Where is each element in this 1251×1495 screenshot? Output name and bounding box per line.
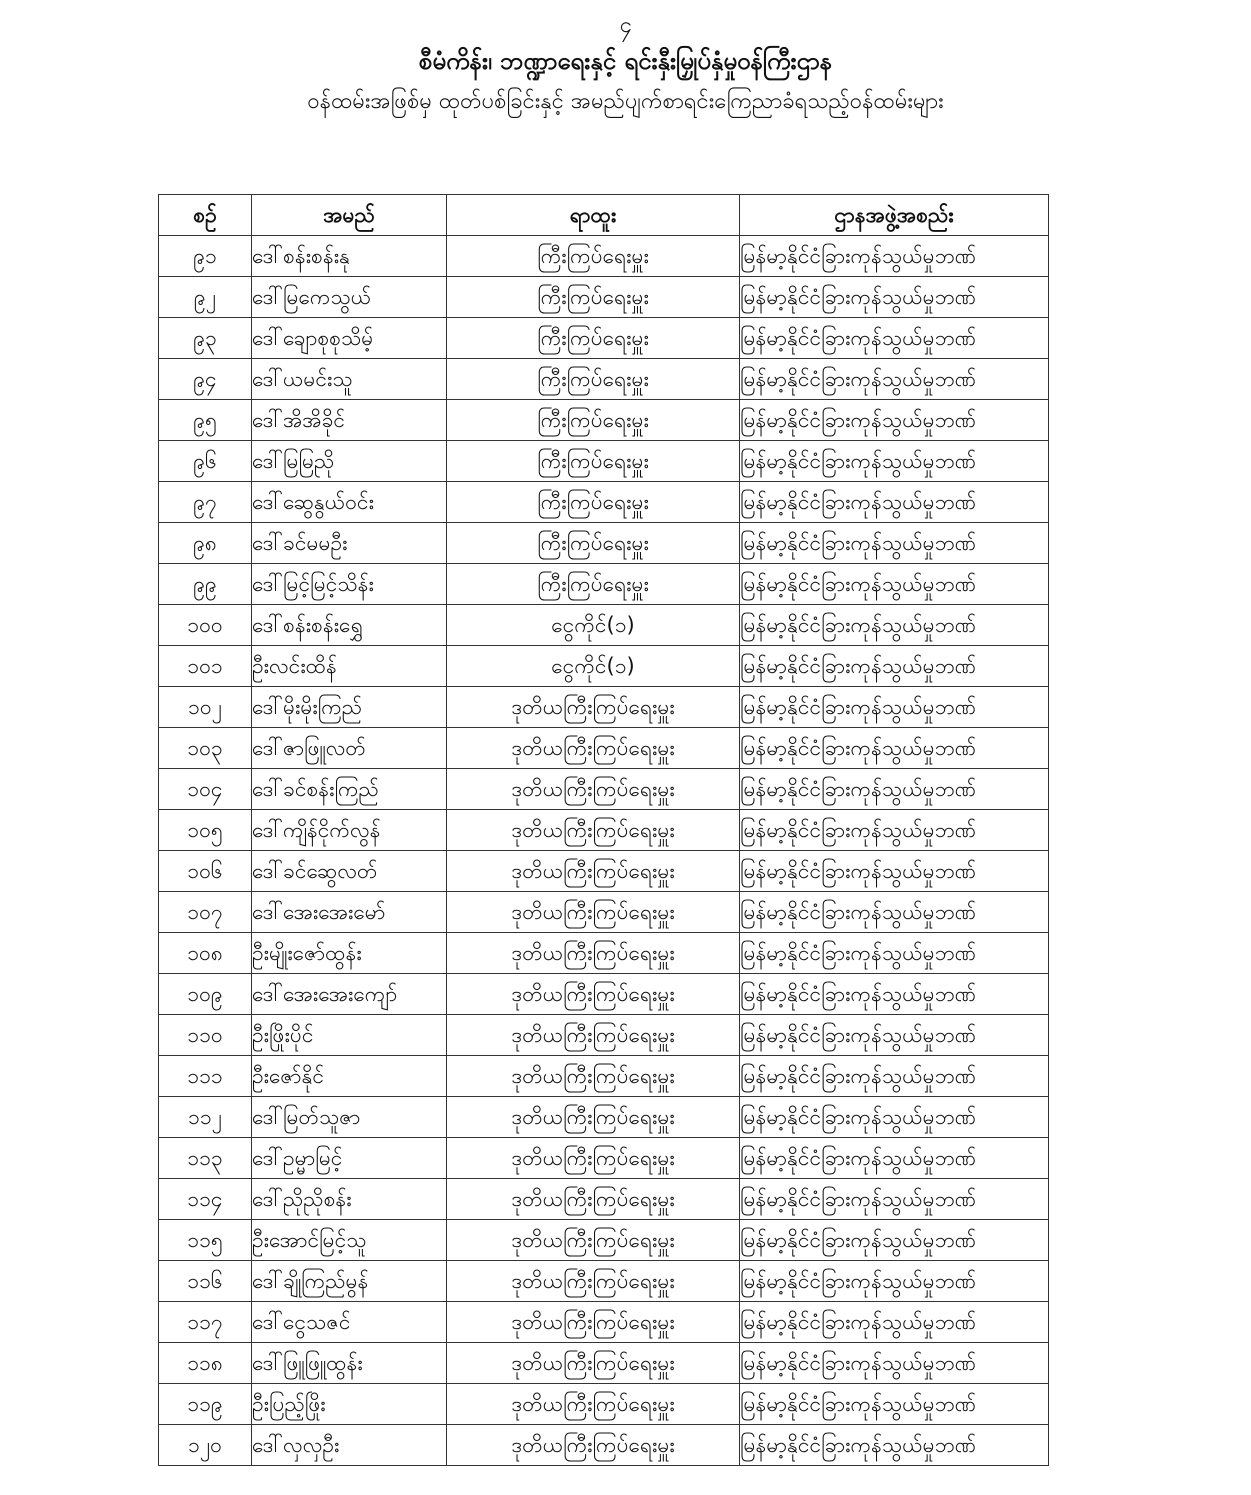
cell-serial-no: ၁၀၅ [159, 810, 252, 851]
cell-department: မြန်မာ့နိုင်ငံခြားကုန်သွယ်မှုဘဏ် [740, 974, 1049, 1015]
cell-department: မြန်မာ့နိုင်ငံခြားကုန်သွယ်မှုဘဏ် [740, 236, 1049, 277]
cell-rank: ဒုတိယကြီးကြပ်ရေးမှူး [447, 1261, 740, 1302]
cell-name: ဒေါ်ငွေသဇင် [252, 1302, 447, 1343]
cell-rank: ဒုတိယကြီးကြပ်ရေးမှူး [447, 851, 740, 892]
cell-name: ဒေါ်မြတ်သူဇာ [252, 1097, 447, 1138]
cell-rank: ဒုတိယကြီးကြပ်ရေးမှူး [447, 1056, 740, 1097]
table-row [159, 523, 1049, 564]
table-row [159, 605, 1049, 646]
cell-department: မြန်မာ့နိုင်ငံခြားကုန်သွယ်မှုဘဏ် [740, 1220, 1049, 1261]
table-row [159, 1343, 1049, 1384]
cell-rank: ဒုတိယကြီးကြပ်ရေးမှူး [447, 1343, 740, 1384]
cell-serial-no: ၉၅ [159, 400, 252, 441]
table-row [159, 1425, 1049, 1466]
cell-department: မြန်မာ့နိုင်ငံခြားကုန်သွယ်မှုဘဏ် [740, 359, 1049, 400]
cell-rank: ဒုတိယကြီးကြပ်ရေးမှူး [447, 1138, 740, 1179]
cell-rank: ကြီးကြပ်ရေးမှူး [447, 400, 740, 441]
cell-rank: ကြီးကြပ်ရေးမှူး [447, 482, 740, 523]
cell-rank: ဒုတိယကြီးကြပ်ရေးမှူး [447, 810, 740, 851]
document-subtitle: ဝန်ထမ်းအဖြစ်မှ ထုတ်ပစ်ခြင်းနှင့် အမည်ပျက်စာရင်းကြေညာခံရသည့်ဝန်ထမ်းများ [307, 89, 944, 114]
cell-name: ဒေါ်လှလှဦး [252, 1425, 447, 1466]
page-number: ၄ [619, 13, 632, 38]
cell-rank: ကြီးကြပ်ရေးမှူး [447, 277, 740, 318]
cell-rank: ဒုတိယကြီးကြပ်ရေးမှူး [447, 892, 740, 933]
cell-serial-no: ၉၉ [159, 564, 252, 605]
table-row [159, 318, 1049, 359]
cell-serial-no: ၁၁၈ [159, 1343, 252, 1384]
cell-name: ဒေါ်အိအိခိုင် [252, 400, 447, 441]
cell-department: မြန်မာ့နိုင်ငံခြားကုန်သွယ်မှုဘဏ် [740, 605, 1049, 646]
cell-serial-no: ၁၀၀ [159, 605, 252, 646]
cell-rank: ကြီးကြပ်ရေးမှူး [447, 318, 740, 359]
table-header [159, 195, 1049, 236]
cell-serial-no: ၁၁၆ [159, 1261, 252, 1302]
cell-department: မြန်မာ့နိုင်ငံခြားကုန်သွယ်မှုဘဏ် [740, 646, 1049, 687]
cell-department: မြန်မာ့နိုင်ငံခြားကုန်သွယ်မှုဘဏ် [740, 687, 1049, 728]
cell-department: မြန်မာ့နိုင်ငံခြားကုန်သွယ်မှုဘဏ် [740, 1425, 1049, 1466]
cell-department: မြန်မာ့နိုင်ငံခြားကုန်သွယ်မှုဘဏ် [740, 400, 1049, 441]
table-row [159, 1179, 1049, 1220]
cell-department: မြန်မာ့နိုင်ငံခြားကုန်သွယ်မှုဘဏ် [740, 1179, 1049, 1220]
table-row [159, 810, 1049, 851]
table-row [159, 1138, 1049, 1179]
table-row [159, 482, 1049, 523]
table-row [159, 1056, 1049, 1097]
cell-name: ဒေါ်ခင်စန်းကြည် [252, 769, 447, 810]
cell-serial-no: ၁၀၁ [159, 646, 252, 687]
cell-rank: ဒုတိယကြီးကြပ်ရေးမှူး [447, 1015, 740, 1056]
cell-name: ဒေါ်ဇာဖြူလတ် [252, 728, 447, 769]
cell-serial-no: ၁၀၈ [159, 933, 252, 974]
cell-department: မြန်မာ့နိုင်ငံခြားကုန်သွယ်မှုဘဏ် [740, 769, 1049, 810]
cell-name: ဒေါ်ကျိန်ငိုက်လွန် [252, 810, 447, 851]
cell-department: မြန်မာ့နိုင်ငံခြားကုန်သွယ်မှုဘဏ် [740, 1384, 1049, 1425]
table-row [159, 851, 1049, 892]
cell-department: မြန်မာ့နိုင်ငံခြားကုန်သွယ်မှုဘဏ် [740, 810, 1049, 851]
cell-serial-no: ၉၃ [159, 318, 252, 359]
cell-rank: ဒုတိယကြီးကြပ်ရေးမှူး [447, 974, 740, 1015]
cell-serial-no: ၉၄ [159, 359, 252, 400]
table-row [159, 1384, 1049, 1425]
table-row [159, 1261, 1049, 1302]
cell-rank: ဒုတိယကြီးကြပ်ရေးမှူး [447, 1179, 740, 1220]
table-row [159, 1015, 1049, 1056]
cell-serial-no: ၁၀၂ [159, 687, 252, 728]
cell-department: မြန်မာ့နိုင်ငံခြားကုန်သွယ်မှုဘဏ် [740, 1097, 1049, 1138]
table-row [159, 1220, 1049, 1261]
cell-department: မြန်မာ့နိုင်ငံခြားကုန်သွယ်မှုဘဏ် [740, 933, 1049, 974]
header-row [159, 195, 1049, 236]
cell-name: ဒေါ်ချိုကြည်မွန် [252, 1261, 447, 1302]
table-row [159, 974, 1049, 1015]
table-row [159, 564, 1049, 605]
cell-serial-no: ၁၁၉ [159, 1384, 252, 1425]
cell-serial-no: ၁၀၄ [159, 769, 252, 810]
cell-name: ဒေါ်စန်းစန်းရွှေ [252, 605, 447, 646]
header-no: စဉ် [159, 195, 252, 236]
table-row [159, 646, 1049, 687]
cell-rank: ငွေကိုင်(၁) [447, 646, 740, 687]
table-row [159, 400, 1049, 441]
cell-rank: ဒုတိယကြီးကြပ်ရေးမှူး [447, 1425, 740, 1466]
cell-rank: ကြီးကြပ်ရေးမှူး [447, 441, 740, 482]
cell-department: မြန်မာ့နိုင်ငံခြားကုန်သွယ်မှုဘဏ် [740, 851, 1049, 892]
cell-rank: ဒုတိယကြီးကြပ်ရေးမှူး [447, 728, 740, 769]
cell-serial-no: ၉၁ [159, 236, 252, 277]
cell-department: မြန်မာ့နိုင်ငံခြားကုန်သွယ်မှုဘဏ် [740, 1302, 1049, 1343]
cell-name: ဒေါ်မြမြညို [252, 441, 447, 482]
cell-name: ဒေါ်ဆွေနွယ်ဝင်း [252, 482, 447, 523]
cell-rank: ဒုတိယကြီးကြပ်ရေးမှူး [447, 1220, 740, 1261]
cell-department: မြန်မာ့နိုင်ငံခြားကုန်သွယ်မှုဘဏ် [740, 277, 1049, 318]
cell-serial-no: ၁၁၃ [159, 1138, 252, 1179]
cell-serial-no: ၁၀၉ [159, 974, 252, 1015]
cell-rank: ကြီးကြပ်ရေးမှူး [447, 236, 740, 277]
cell-rank: ကြီးကြပ်ရေးမှူး [447, 359, 740, 400]
cell-name: ဒေါ်ချောစုစုသိမ့် [252, 318, 447, 359]
cell-department: မြန်မာ့နိုင်ငံခြားကုန်သွယ်မှုဘဏ် [740, 1343, 1049, 1384]
cell-serial-no: ၁၁၀ [159, 1015, 252, 1056]
cell-serial-no: ၁၁၁ [159, 1056, 252, 1097]
cell-department: မြန်မာ့နိုင်ငံခြားကုန်သွယ်မှုဘဏ် [740, 1056, 1049, 1097]
table-row [159, 236, 1049, 277]
cell-name: ဦးအောင်မြင့်သူ [252, 1220, 447, 1261]
cell-name: ဦးပြည့်ဖြိုး [252, 1384, 447, 1425]
cell-department: မြန်မာ့နိုင်ငံခြားကုန်သွယ်မှုဘဏ် [740, 1015, 1049, 1056]
cell-name: ဦးလင်းထိန် [252, 646, 447, 687]
cell-serial-no: ၁၂၀ [159, 1425, 252, 1466]
document-title: စီမံကိန်း၊ ဘဏ္ဍာရေးနှင့် ရင်းနှီးမြှုပ်နှံမှုဝန်ကြီးဌာန [418, 47, 833, 75]
cell-name: ဒေါ်ဥမ္မာမြင့် [252, 1138, 447, 1179]
cell-rank: ဒုတိယကြီးကြပ်ရေးမှူး [447, 1097, 740, 1138]
cell-serial-no: ၁၀၃ [159, 728, 252, 769]
header-rank: ရာထူး [447, 195, 740, 236]
header-department: ဌာနအဖွဲ့အစည်း [740, 195, 1049, 236]
table-body [159, 236, 1049, 1466]
table-row [159, 892, 1049, 933]
cell-serial-no: ၁၀၇ [159, 892, 252, 933]
cell-rank: ကြီးကြပ်ရေးမှူး [447, 564, 740, 605]
table-row [159, 1097, 1049, 1138]
header-name: အမည် [252, 195, 447, 236]
cell-name: ဒေါ်ညိုညိုစန်း [252, 1179, 447, 1220]
cell-serial-no: ၁၀၆ [159, 851, 252, 892]
cell-rank: ငွေကိုင်(၁) [447, 605, 740, 646]
staff-table [158, 194, 1049, 1466]
cell-name: ဒေါ်မြကေသွယ် [252, 277, 447, 318]
cell-serial-no: ၉၆ [159, 441, 252, 482]
cell-name: ဒေါ်ခင်ဆွေလတ် [252, 851, 447, 892]
cell-name: ဒေါ်ယမင်းသူ [252, 359, 447, 400]
cell-rank: ဒုတိယကြီးကြပ်ရေးမှူး [447, 769, 740, 810]
cell-department: မြန်မာ့နိုင်ငံခြားကုန်သွယ်မှုဘဏ် [740, 728, 1049, 769]
cell-department: မြန်မာ့နိုင်ငံခြားကုန်သွယ်မှုဘဏ် [740, 523, 1049, 564]
table-row [159, 441, 1049, 482]
cell-serial-no: ၉၇ [159, 482, 252, 523]
cell-rank: ဒုတိယကြီးကြပ်ရေးမှူး [447, 687, 740, 728]
cell-name: ဒေါ်စန်းစန်းနု [252, 236, 447, 277]
table-row [159, 687, 1049, 728]
table-row [159, 933, 1049, 974]
cell-department: မြန်မာ့နိုင်ငံခြားကုန်သွယ်မှုဘဏ် [740, 441, 1049, 482]
cell-department: မြန်မာ့နိုင်ငံခြားကုန်သွယ်မှုဘဏ် [740, 1138, 1049, 1179]
table-row [159, 359, 1049, 400]
cell-name: ဦးမျိုးဇော်ထွန်း [252, 933, 447, 974]
cell-serial-no: ၉၈ [159, 523, 252, 564]
cell-name: ဒေါ်အေးအေးကျော် [252, 974, 447, 1015]
cell-name: ဒေါ်ခင်မမဦး [252, 523, 447, 564]
cell-rank: ဒုတိယကြီးကြပ်ရေးမှူး [447, 933, 740, 974]
table-row [159, 769, 1049, 810]
cell-department: မြန်မာ့နိုင်ငံခြားကုန်သွယ်မှုဘဏ် [740, 892, 1049, 933]
cell-rank: ဒုတိယကြီးကြပ်ရေးမှူး [447, 1384, 740, 1425]
table-row [159, 277, 1049, 318]
cell-name: ဒေါ်မြင့်မြင့်သိန်း [252, 564, 447, 605]
cell-department: မြန်မာ့နိုင်ငံခြားကုန်သွယ်မှုဘဏ် [740, 1261, 1049, 1302]
cell-rank: ကြီးကြပ်ရေးမှူး [447, 523, 740, 564]
cell-name: ဦးဖြိုးပိုင် [252, 1015, 447, 1056]
cell-name: ဒေါ်အေးအေးမော် [252, 892, 447, 933]
cell-rank: ဒုတိယကြီးကြပ်ရေးမှူး [447, 1302, 740, 1343]
cell-name: ဦးဇော်နိုင် [252, 1056, 447, 1097]
cell-name: ဒေါ်ဖြူဖြူထွန်း [252, 1343, 447, 1384]
cell-serial-no: ၁၁၂ [159, 1097, 252, 1138]
cell-department: မြန်မာ့နိုင်ငံခြားကုန်သွယ်မှုဘဏ် [740, 482, 1049, 523]
cell-name: ဒေါ်မိုးမိုးကြည် [252, 687, 447, 728]
cell-serial-no: ၁၁၇ [159, 1302, 252, 1343]
cell-department: မြန်မာ့နိုင်ငံခြားကုန်သွယ်မှုဘဏ် [740, 564, 1049, 605]
cell-serial-no: ၉၂ [159, 277, 252, 318]
cell-department: မြန်မာ့နိုင်ငံခြားကုန်သွယ်မှုဘဏ် [740, 318, 1049, 359]
cell-serial-no: ၁၁၅ [159, 1220, 252, 1261]
table-row [159, 728, 1049, 769]
table-row [159, 1302, 1049, 1343]
cell-serial-no: ၁၁၄ [159, 1179, 252, 1220]
